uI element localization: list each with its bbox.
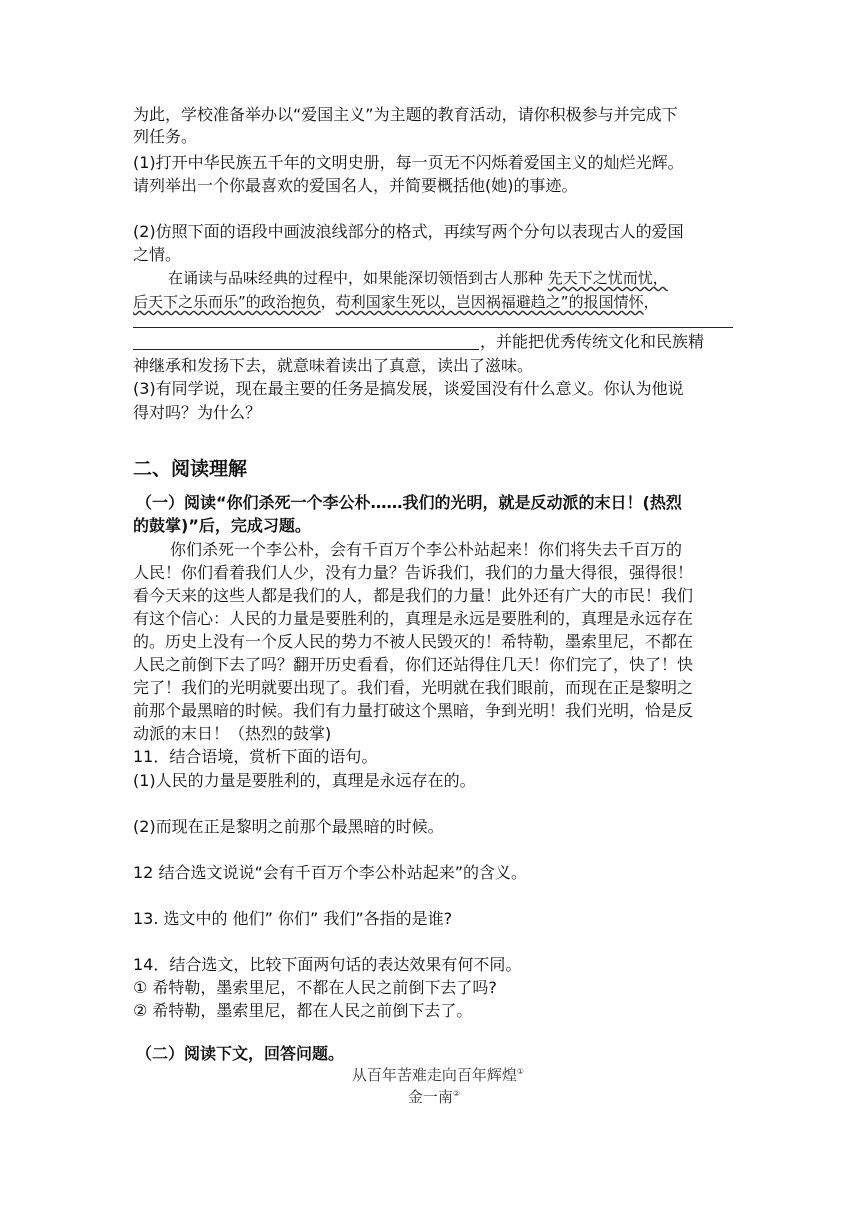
article-author	[0, 1086, 868, 1107]
question-14-option-2: ② 希特勒，墨索里尼，都在人民之前倒下去了。	[133, 1001, 473, 1020]
passage-paragraph-line: 的。历史上没有一个反人民的势力不被人民毁灭的！希特勒，墨索里尼，不都在	[133, 632, 694, 651]
passage-paragraph-line: 完了！我们的光明就要出现了。我们看，光明就在我们眼前，而现在正是黎明之	[133, 678, 694, 697]
answer-blank-line-2[interactable]	[133, 349, 479, 350]
task3-line-2: 得对吗？为什么？	[133, 403, 262, 422]
passage-line-3: ，并能把优秀传统文化和民族精	[480, 332, 705, 351]
task2-prompt-line-2: 之情。	[133, 245, 182, 264]
passage-paragraph-line: 人民之前倒下去了吗？翻开历史看看，你们还站得住几天！你们完了，快了！快	[133, 655, 694, 674]
passage-text: ，	[643, 293, 659, 311]
question-12: 12 结合选文说说“会有千百万个李公朴站起来”的含义。	[133, 863, 528, 882]
passage-paragraph-line: 前那个最黑暗的时候。我们有力量打破这个黑暗，争到光明！我们光明，恰是反	[133, 701, 694, 720]
part1-heading-line-1: （一）阅读“你们杀死一个李公朴……我们的光明，就是反动派的末日！(热烈	[136, 493, 682, 512]
question-11: 11．结合语境，赏析下面的语句。	[133, 747, 378, 766]
passage-paragraph-line: 有这个信心：人民的力量是要胜利的，真理是永远是要胜利的，真理是永远存在	[133, 609, 694, 628]
wavy-underlined-text: 后天下之乐而乐”的政治抱负	[133, 293, 321, 311]
part1-heading-line-2: 的鼓掌)”后，完成习题。	[133, 516, 311, 535]
author-name: 金一南	[407, 1088, 453, 1106]
article-title-text: 从百年苦难走向百年辉煌	[351, 1066, 517, 1084]
question-11-1: (1)人民的力量是要胜利的，真理是永远存在的。	[133, 771, 476, 790]
question-14-option-1: ① 希特勒，墨索里尼，不都在人民之前倒下去了吗?	[133, 978, 497, 997]
wavy-underlined-text: 先天下之忧而忧，	[547, 269, 668, 287]
task3-line-1: (3)有同学说，现在最主要的任务是搞发展，谈爱国没有什么意义。你认为他说	[133, 379, 684, 398]
passage-paragraph-line: 人民！你们看着我们人少，没有力量？告诉我们，我们的力量大得很，强得很！	[133, 563, 694, 582]
part2-heading: （二）阅读下文，回答问题。	[136, 1044, 345, 1063]
passage-text: ，	[320, 293, 336, 311]
question-11-2: (2)而现在正是黎明之前那个最黑暗的时候。	[133, 817, 444, 836]
question-14: 14．结合选文，比较下面两句话的表达效果有何不同。	[133, 955, 522, 974]
passage-paragraph-line: 看今天来的这些人都是我们的人，都是我们的力量！此外还有广大的市民！我们	[133, 586, 694, 605]
task-intro-line-1: 为此，学校准备举办以“爱国主义”为主题的教育活动，请你积极参与并完成下	[133, 105, 678, 124]
passage-line-4: 神继承和发扬下去，就意味着读出了真意，读出了滋味。	[133, 356, 534, 375]
passage-paragraph-line: 你们杀死一个李公朴，会有千百万个李公朴站起来！你们将失去千百万的	[170, 540, 683, 559]
passage-paragraph-line: 动派的末日！（热烈的鼓掌)	[133, 724, 332, 743]
wavy-underlined-text: 苟利国家生死以，岂因祸福避趋之”的报国情怀	[335, 293, 644, 311]
passage-text: 在诵读与品味经典的过程中，如果能深切领悟到古人那种	[168, 269, 548, 287]
task-intro-line-2: 列任务。	[133, 127, 198, 146]
task1-line-2: 请列举出一个你最喜欢的爱国名人，并简要概括他(她)的事迹。	[133, 176, 578, 195]
footnote-marker: ①	[516, 1067, 525, 1076]
article-title	[0, 1064, 868, 1085]
section-title: 二、阅读理解	[133, 458, 248, 480]
task2-prompt-line-1: (2)仿照下面的语段中画波浪线部分的格式，再续写两个分句以表现古人的爱国	[133, 222, 684, 241]
answer-blank-line-1[interactable]	[133, 327, 733, 328]
passage-line-2	[133, 291, 659, 313]
task1-line-1: (1)打开中华民族五千年的文明史册，每一页无不闪烁着爱国主义的灿烂光辉。	[133, 153, 684, 172]
passage-line-1	[168, 267, 668, 289]
footnote-marker: ②	[452, 1089, 461, 1098]
question-13: 13. 选文中的 他们” 你们” 我们”各指的是谁?	[133, 909, 453, 928]
